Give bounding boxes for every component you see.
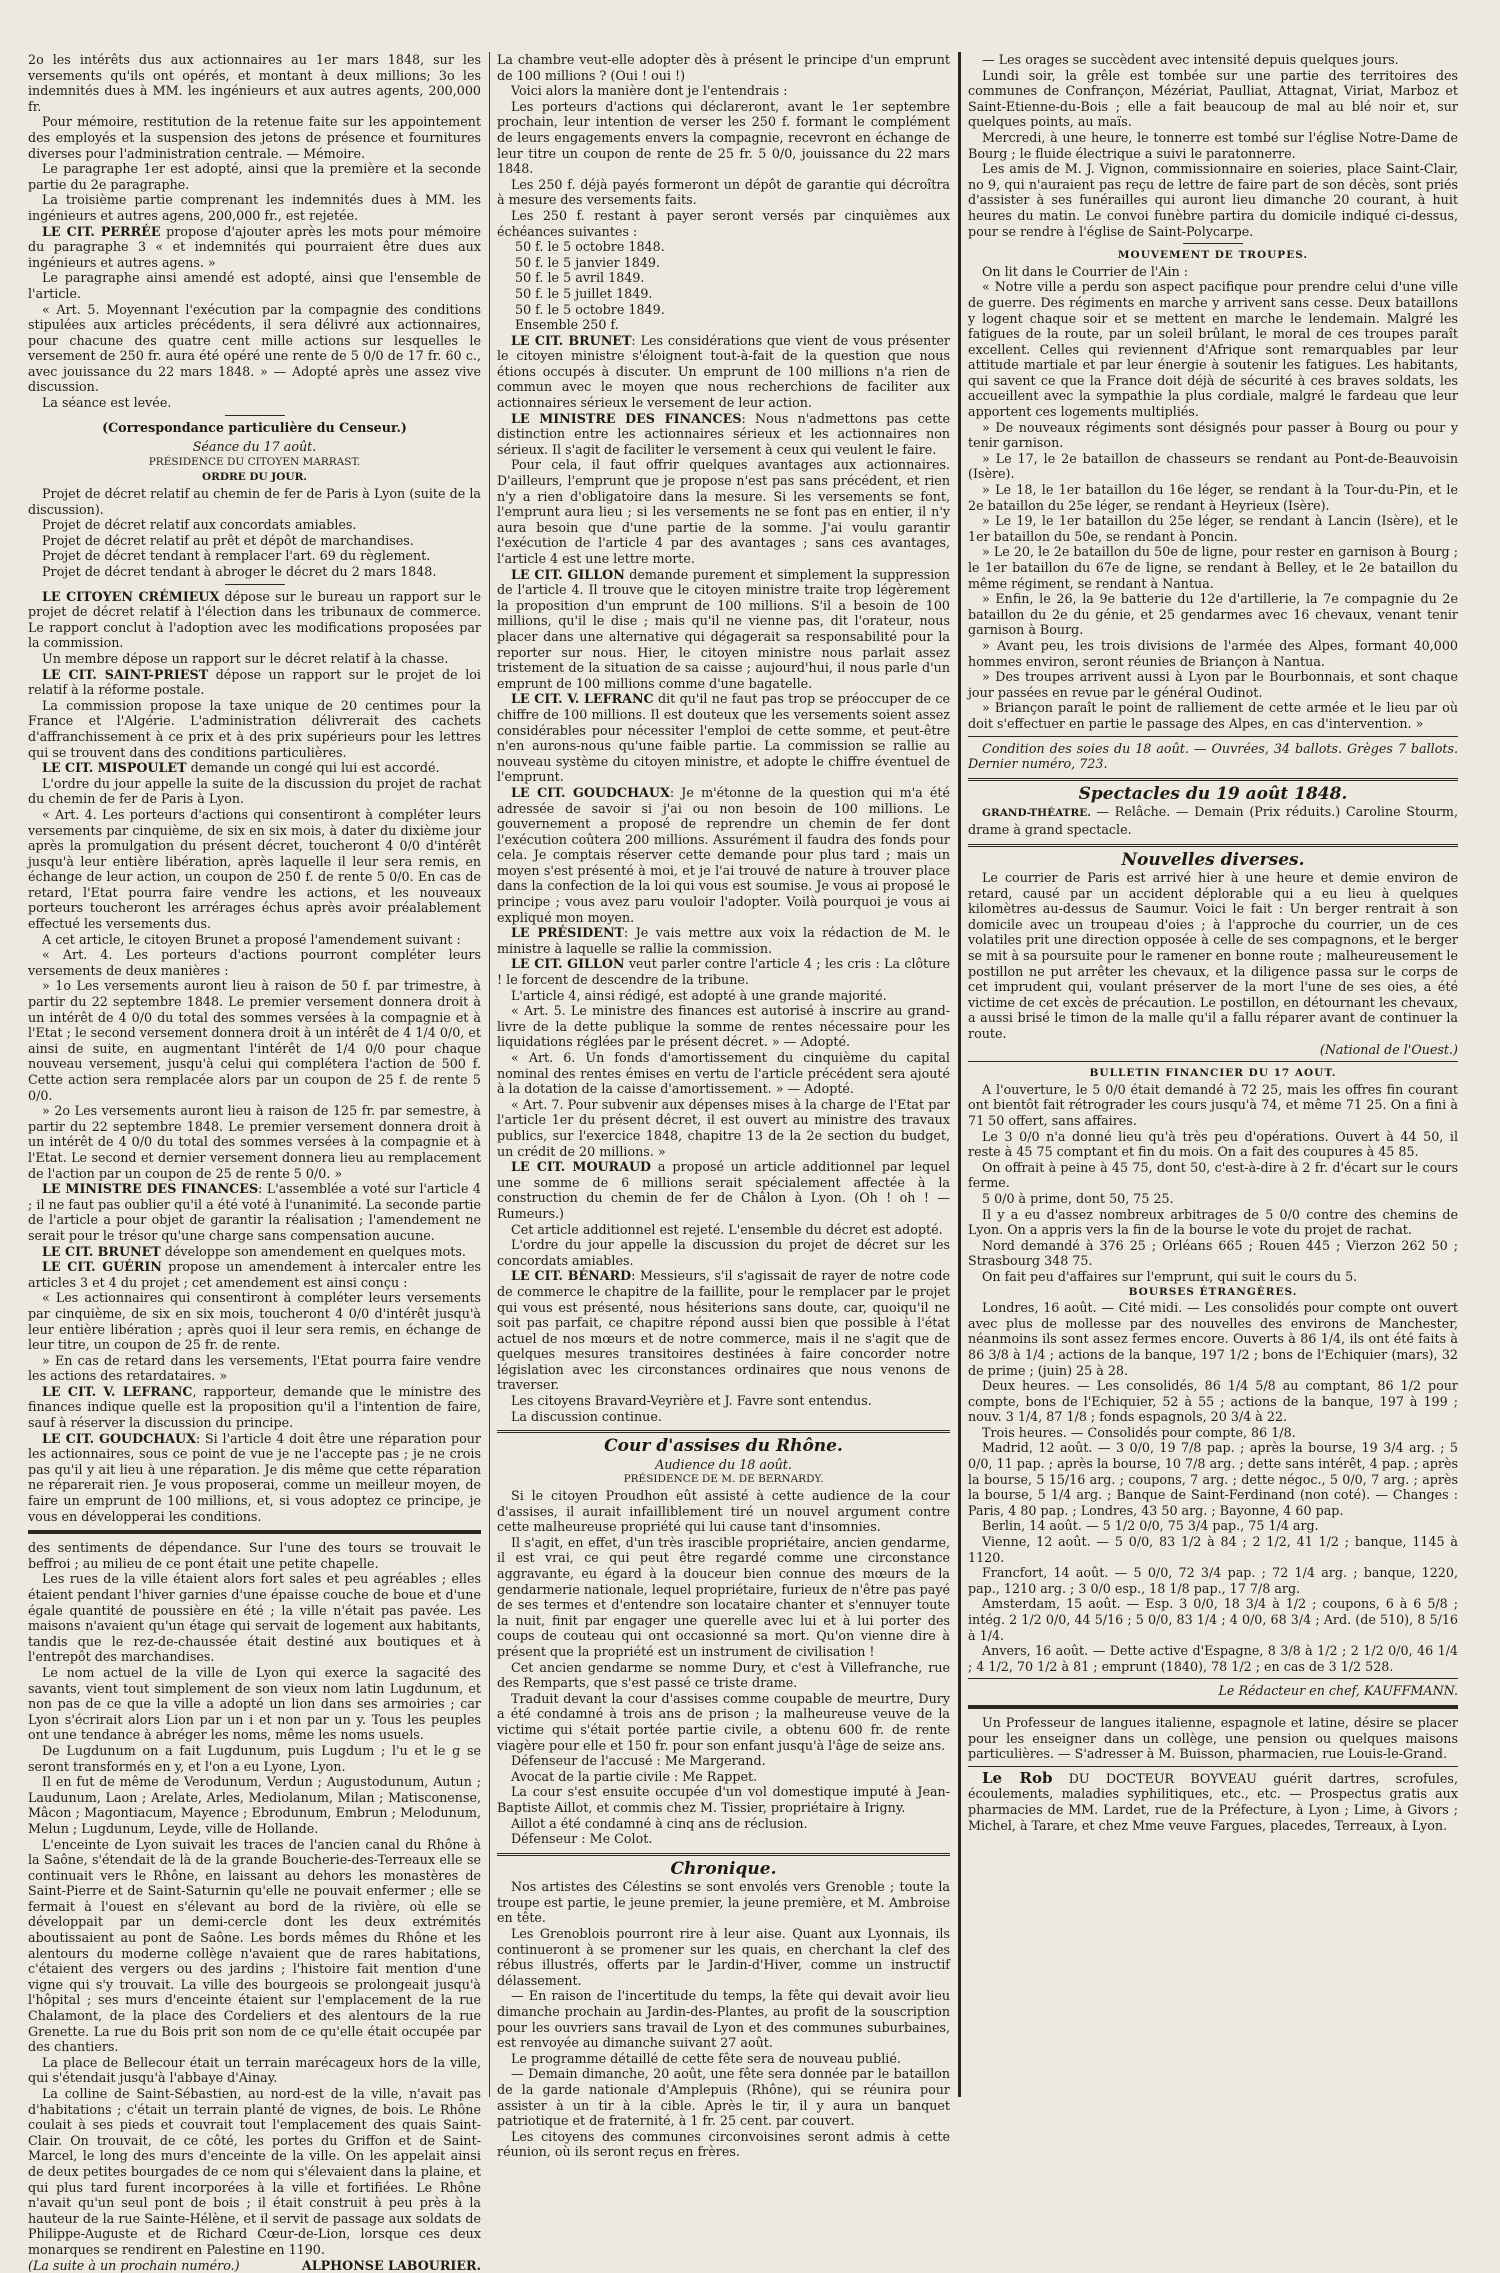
paragraph: » Briançon paraît le point de ralliement de cette armée et le lieu par où doit s'effectuer en partie le passage des Alpes, en cas d'intervention. »: [968, 700, 1458, 731]
speech: propose d'ajouter après les mots pour mémoire du paragraphe 3 « et indemnités qui pourraient être dues aux ingénieurs et autres agens. »: [28, 223, 481, 270]
column-rule: [489, 52, 490, 2097]
speech: dépose un rapport sur le projet de loi relatif à la réforme postale.: [28, 666, 481, 698]
schedule-item: 50 f. le 5 octobre 1849.: [515, 301, 665, 317]
speech: : Nous n'admettons pas cette distinction entre les actionnaires sérieux et les actionnaires non sérieux. Il s'agit de faciliter le versement à ceux qui veulent le faire.: [497, 410, 951, 457]
paragraph: Les citoyens des communes circonvoisines seront admis à cette réunion, où ils seront reçus en frères.: [497, 2128, 950, 2160]
section-divider: [968, 844, 1458, 847]
paragraph: « Art. 4. Les porteurs d'actions qui consentiront à compléter leurs versements par cinquième, de six en six mois, à dater du dixième jour après la promulgation du présent décret, toucheront 4 0/0 d'intérêt jusqu'à leur entière libération, après laquelle il leur sera remis, en échange de leur action, un coupon de 250 f. de rente 5 0/0. En cas de retard, l'Etat pourra faire vendre les actions, et les nouveaux porteurs toucheront les arrérages échus après avoir préalablement effectué les versements dus.: [28, 806, 481, 932]
paragraph: Le 3 0/0 n'a donné lieu qu'à très peu d'opérations. Ouvert à 44 50, il reste à 45 75 comptant et fin du mois. On a fait des coupures à 45 85.: [968, 1128, 1458, 1160]
paragraph: [497, 411, 950, 458]
divider: [225, 584, 285, 585]
paragraph: Berlin, 14 août. — 5 1/2 0/0, 75 3/4 pap., 75 1/4 arg.: [982, 1518, 1319, 1534]
speech: demande un congé qui lui est accordé.: [190, 760, 440, 776]
order-of-day: ORDRE DU JOUR.: [202, 471, 307, 484]
paragraph: Pour cela, il faut offrir quelques avantages aux actionnaires. D'ailleurs, l'emprunt que je propose n'est pas sans précédent, et rien n'y a rien d'obligatoire dans la mesure. Si les versements se font, l'emprunt aura lieu ; si les versements ne se font pas en entier, il n'y aura besoin que d'une partie de la somme. J'ai voulu garantir l'exécution de l'article 4 par des avantages ; sans ces avantages, l'article 4 est une lettre morte.: [497, 457, 950, 566]
section-divider: [968, 778, 1458, 781]
schedule-item: 50 f. le 5 janvier 1849.: [515, 254, 661, 270]
paragraph: La cour s'est ensuite occupée d'un vol domestique imputé à Jean-Baptiste Aillot, et commis chez M. Tissier, propriétaire à Irigny.: [497, 1784, 950, 1815]
paragraph: 2o les intérêts dus aux actionnaires au 1er mars 1848, sur les versements qu'ils ont opérés, et montant à deux millions; 3o les indemnités dues à MM. les ingénieurs et aux autres agents, 200,000 fr.: [28, 52, 481, 114]
paragraph: — Demain dimanche, 20 août, une fête sera donnée par le bataillon de la garde nationale d'Amplepuis (Rhône), qui se réunira pour assister à un tir à la cible. Après le tir, il y aura un banquet patriotique et de fraternité, à 1 fr. 25 cent. par couvert.: [497, 2066, 950, 2129]
paragraph: Défenseur de l'accusé : Me Margerand.: [511, 1753, 766, 1769]
speaker: LE PRÉSIDENT: [511, 925, 624, 941]
section-title-chronique: Chronique.: [670, 1858, 777, 1879]
paragraph: Francfort, 14 août. — 5 0/0, 72 3/4 pap. ; 72 1/4 arg. ; banque, 1220, pap., 1210 arg. ; 3 0/0 esp., 18 1/8 pap., 17 7/8 arg.: [968, 1565, 1458, 1596]
speaker: LE CIT. SAINT-PRIEST: [42, 666, 209, 682]
paragraph: Les citoyens Bravard-Veyrière et J. Favre sont entendus.: [511, 1393, 872, 1409]
speaker: LE CIT. GILLON: [511, 956, 625, 972]
column-1: [28, 52, 481, 2273]
speaker: LE CIT. GOUDCHAUX: [511, 784, 670, 800]
paragraph: » Des troupes arrivent aussi à Lyon par le Bourbonnais, et sont chaque jour passées en revue par le général Oudinot.: [968, 669, 1458, 700]
speaker: LE CIT. GILLON: [511, 566, 625, 582]
paragraph: [497, 567, 950, 692]
speech: : L'assemblée a voté sur l'article 4 ; il ne faut pas oublier qu'il a été voté à l'unanimité. La seconde partie de l'article a pour objet de garantir la réalisation ; l'amendement ne serait pour le trésor qu'une charge sans compensation aucune.: [28, 1181, 481, 1243]
speech: développe son amendement en quelques mots.: [164, 1243, 466, 1259]
paragraph: Les Grenoblois pourront rire à leur aise. Quant aux Lyonnais, ils continueront à se promener sur les quais, en cherchant la clef des rébus illustrés, offerts par le Jardin-d'Hiver, comme un instructif délassement.: [497, 1926, 950, 1988]
presidency: PRÉSIDENCE DU CITOYEN MARRAST.: [148, 455, 361, 468]
speaker: LE CIT. PERRÉE: [42, 223, 161, 239]
paragraph: [968, 804, 1458, 837]
paragraph: [497, 1268, 950, 1393]
paragraph: On fait peu d'affaires sur l'emprunt, qui suit le cours du 5.: [982, 1268, 1358, 1284]
paragraph: Si le citoyen Proudhon eût assisté à cette audience de la cour d'assises, il aurait infailliblement tiré un nouvel argument contre cette malheureuse propriété qui lui cause tant d'insomnies.: [497, 1488, 950, 1535]
paragraph: La chambre veut-elle adopter dès à présent le principe d'un emprunt de 100 millions ? (Oui ! oui !): [497, 52, 950, 83]
paragraph: Pour mémoire, restitution de la retenue faite sur les appointement des employés et la suspension des jetons de présence et fournitures diverses pour l'administration centrale. — Mémoire.: [28, 114, 481, 161]
section-title-bulletin: BULLETIN FINANCIER DU 17 AOUT.: [1089, 1067, 1337, 1080]
agenda-item: Projet de décret tendant à abroger le décret du 2 mars 1848.: [42, 564, 437, 579]
speaker: LE CIT. GUÉRIN: [42, 1259, 162, 1275]
paragraph: « Art. 5. Moyennant l'exécution par la compagnie des conditions stipulées aux articles précédents, il sera délivré aux actionnaires, pour chacune des quatre cent mille actions sur lesquelles le versement de 250 fr. aura été opéré une rente de 5 0/0 de 17 fr. 60 c., avec jouissance du 22 mars 1848. » — Adopté après une assez vive discussion.: [28, 301, 481, 395]
paragraph: La séance est levée.: [42, 395, 172, 411]
speaker: LE CIT. BÉNARD: [511, 1268, 632, 1284]
schedule-item: 50 f. le 5 juillet 1849.: [515, 285, 653, 301]
speech: demande purement et simplement la suppression de l'article 4. Il trouve que le citoyen ministre traite trop légèrement la proposition d'un emprunt de 100 millions. S'il a besoin de 100 millions, qu'il le dise ; mais qu'il ne vienne pas, dit l'orateur, nous placer dans une alternative qui dégagerait sa responsabilité pour la reporter sur nous. Hier, le citoyen ministre nous parlait assez tristement de la situation de sa caisse ; aujourd'hui, il nous parle d'un emprunt de 100 millions comme d'une bagatelle.: [497, 566, 950, 691]
paragraph: [28, 589, 481, 651]
author: ALPHONSE LABOURIER.: [301, 2257, 481, 2273]
paragraph: Les amis de M. J. Vignon, commissionnaire en soieries, place Saint-Clair, no 9, qui n'auraient pas reçu de lettre de faire part de son décès, sont priés d'assister à ses funérailles qui auront lieu dimanche 20 courant, à huit heures du matin. Le convoi funèbre partira du domicile indiqué ci-dessus, pour se rendre à l'église de Saint-Polycarpe.: [968, 161, 1458, 239]
paragraph: » Le 18, le 1er bataillon du 16e léger, se rendant à la Tour-du-Pin, et le 2e bataillon du 25e léger, se rendant à Heyrieux (Isère).: [968, 482, 1458, 513]
silk-conditions: Condition des soies du 18 août. — Ouvrées, 34 ballots. Grèges 7 ballots. Dernier numéro, 723.: [968, 740, 1458, 772]
paragraph: Trois heures. — Consolidés pour compte, 86 1/8.: [982, 1424, 1296, 1440]
agenda-item: Projet de décret relatif au prêt et dépôt de marchandises.: [42, 532, 414, 548]
speech: : Je vais mettre aux voix la rédaction de M. le ministre à laquelle se rallie la commission.: [497, 925, 950, 956]
paragraph: Lundi soir, la grêle est tombée sur une partie des territoires des communes de Confrançon, Mézériat, Paulliat, Attagnat, Viriat, Marboz et Saint-Etienne-du-Bois ; elle a fait beaucoup de mal au blé noir et, sur quelques points, au maïs.: [968, 67, 1458, 130]
paragraph: A l'ouverture, le 5 0/0 était demandé à 72 25, mais les offres fin courant ont bientôt fait rétrograder les cours jusqu'à 74, et même 71 25. On a fini à 71 50 offert, sans affaires.: [968, 1081, 1458, 1128]
paragraph: Amsterdam, 15 août. — Esp. 3 0/0, 18 3/4 à 1/2 ; coupons, 6 à 6 5/8 ; intég. 2 1/2 0/0, 44 5/16 ; 5 0/0, 83 1/4 ; 4 0/0, 68 3/4 ; Ard. (de 510), 8 5/16 à 1/4.: [968, 1596, 1458, 1643]
paragraph: [497, 333, 950, 411]
section-title-cour: Cour d'assises du Rhône.: [604, 1436, 843, 1457]
paragraph: » 1o Les versements auront lieu à raison de 50 f. par trimestre, à partir du 22 septembre 1848. Le premier versement donnera droit à un intérêt de 4 0/0 du total des sommes versées à la compagnie et à l'Etat ; le second versement donnera droit à un intérêt de 4 1/4 0/0, et ainsi de suite, en augmentant l'intérêt de 1/4 0/0 pour chaque nouveau versement, jusqu'à celui qui complétera l'action de 500 f. Cette action sera remplacée alors par un coupon de 25 f. de rente 5 0/0.: [28, 978, 481, 1103]
speaker: LE CITOYEN CRÉMIEUX: [42, 588, 220, 604]
paragraph: [28, 667, 481, 698]
paragraph: On lit dans le Courrier de l'Ain :: [982, 263, 1189, 279]
speech: : Les considérations que vient de vous présenter le citoyen ministre s'éloignent tout-à-fait de la question que nous étions occupés à discuter. Un emprunt de 100 millions n'a rien de commun avec le moyen que nous recherchions de faciliter aux actionnaires sérieux le versement de leur action.: [497, 332, 950, 411]
schedule-item: 50 f. le 5 avril 1849.: [515, 270, 645, 286]
paragraph: Nord demandé à 376 25 ; Orléans 665 ; Rouen 445 ; Vierzon 262 50 ; Strasbourg 348 75.: [968, 1237, 1458, 1269]
paragraph: Anvers, 16 août. — Dette active d'Espagne, 8 3/8 à 1/2 ; 2 1/2 0/0, 46 1/4 ; 4 1/2, 70 1/2 à 81 ; emprunt (1840), 78 1/2 ; en cas de 3 1/2 528.: [968, 1643, 1458, 1674]
paragraph: Madrid, 12 août. — 3 0/0, 19 7/8 pap. ; après la bourse, 19 3/4 arg. ; 5 0/0, 11 pap. ; après la bourse, 10 7/8 arg. ; dette sans intérêt, 4 pap. ; après la bourse, 5 15/16 arg. ; coupons, 7 arg. ; dette négoc., 5 0/0, 7 arg. ; après la bourse, 5 1/4 arg. ; Banque de Saint-Ferdinand (non coté). — Changes : Paris, 4 80 pap. ; Londres, 43 50 arg. ; Bayonne, 4 60 pap.: [968, 1440, 1458, 1518]
paragraph: [28, 760, 481, 776]
feuilleton-divider: [28, 1530, 481, 1534]
paragraph: L'article 4, ainsi rédigé, est adopté à une grande majorité.: [511, 987, 887, 1003]
session-date: Séance du 17 août.: [192, 439, 317, 455]
speaker: LE CIT. V. LEFRANC: [511, 691, 654, 707]
feuilleton-paragraph: De Lugdunum on a fait Lugdunum, puis Lugdum ; l'u et le g se seront transformés en y, et l'on a eu Lyone, Lyon.: [28, 1742, 481, 1774]
paragraph: Avocat de la partie civile : Me Rappet.: [511, 1768, 758, 1784]
paragraph: « Art. 5. Le ministre des finances est autorisé à inscrire au grand-livre de la dette publique la somme de rentes nécessaire pour les liquidations réglées par le présent décret. » — Adopté.: [497, 1003, 950, 1050]
speech: veut parler contre l'article 4 ; les cris : La clôture ! le forcent de descendre de la tribune.: [497, 956, 950, 988]
feuilleton-signature: [28, 2258, 481, 2273]
paragraph: L'ordre du jour appelle la suite de la discussion du projet de rachat du chemin de fer de Paris à Lyon.: [28, 775, 481, 807]
feuilleton-paragraph: Il en fut de même de Verodunum, Verdun ; Augustodunum, Autun ; Laudunum, Laon ; Arelate, Arles, Mediolanum, Milan ; Matisconense, Mâcon ; Magontiacum, Mayence ; Ebrodunum, Embrun ; Melodunum, Melun ; Lugdunum, Leyde, ville de Hollande.: [28, 1774, 481, 1836]
schedule-item: 50 f. le 5 octobre 1848.: [515, 239, 665, 255]
paragraph: » En cas de retard dans les versements, l'Etat pourra faire vendre les actions des retardataires. »: [28, 1352, 481, 1384]
paragraph: 5 0/0 à prime, dont 50, 75 25.: [982, 1190, 1174, 1206]
speaker: LE CIT. MOURAUD: [511, 1159, 652, 1175]
paragraph: [28, 1431, 481, 1525]
paragraph: « Art. 4. Les porteurs d'actions pourront compléter leurs versements de deux manières :: [28, 947, 481, 978]
paragraph: « Les actionnaires qui consentiront à compléter leurs versements par cinquième, de six en six mois, toucheront 4 0/0 d'intérêt jusqu'à leur entière libération ; après quoi il leur sera remis, en échange de leur titre, un coupon de 25 fr. de rente.: [28, 1290, 481, 1353]
paragraph: L'ordre du jour appelle la discussion du projet de décret sur les concordats amiables.: [497, 1237, 950, 1268]
speech: : Messieurs, s'il s'agissait de rayer de notre code de commerce le chapitre de la faillite, pour le remplacer par le projet qui vous est présenté, nous hésiterions sans doute, car, quoiqu'il ne soit pas parfait, ce chapitre répond aussi bien que possible à l'état actuel de nos mœurs et de notre commerce, mais il ne s'agit que de quelques mesures transitoires destinées à faire concorder notre législation avec les circonstances ordinaires que nous venons de traverser.: [497, 1268, 950, 1393]
advert-title: Le Rob: [982, 1768, 1053, 1787]
paragraph: [497, 785, 950, 925]
paragraph: [28, 1384, 481, 1431]
paragraph: Défenseur : Me Colot.: [511, 1831, 653, 1847]
divider: [968, 1061, 1458, 1062]
column-2: [497, 52, 951, 2160]
paragraph: Les 250 f. restant à payer seront versés par cinquièmes aux échéances suivantes :: [497, 207, 950, 239]
speaker: LE MINISTRE DES FINANCES: [511, 410, 742, 426]
paragraph: [497, 956, 950, 987]
section-title-troupes: MOUVEMENT DE TROUPES.: [1117, 249, 1309, 262]
speech: : Je m'étonne de la question qui m'a été adressée de savoir si j'ai ou non besoin de 100 millions. Le gouvernement a proposé de reprendre un chemin de fer dont l'exécution coûtera 200 millions. Assurément il faudra des fonds pour cela. Je comptais réserver cette demande pour plus tard ; mais un moyen s'est présenté à moi, et je l'ai trouvé de nature à trouver place dans la confection de la loi qui vous est soumise. Je vous ai proposé le principe ; vous avez paru vouloir l'adopter. Voilà pourquoi je vous ai expliqué mon moyen.: [497, 784, 950, 925]
section-title-spectacles: Spectacles du 19 août 1848.: [1078, 783, 1348, 804]
paragraph: » Le 17, le 2e bataillon de chasseurs se rendant au Pont-de-Beauvoisin (Isère).: [968, 450, 1458, 482]
paragraph: « Notre ville a perdu son aspect pacifique pour prendre celui d'une ville de guerre. Des régiments en marche y arrivent sans cesse. Deux bataillons y logent chaque soir et se mettent en marche le lendemain. Malgré les fatigues de la route, par un soleil brûlant, le moral de ces troupes paraît excellent. Celles qui reviennent d'Afrique sont remarquables par leur attitude martiale et par leur énergie à soutenir les fatigues. Les habitants, qui savent ce que la France doit déjà de sécurité à ces braves soldats, les accueillent avec la sympathie la plus cordiale, malgré le fardeau que leur apportent ces logements multipliés.: [968, 279, 1458, 420]
paragraph: Cet article additionnel est rejeté. L'ensemble du décret est adopté.: [511, 1221, 943, 1237]
advertisement: Un Professeur de langues italienne, espagnole et latine, désire se placer pour les enseigner dans un collège, une pension ou quelques maisons particulières. — S'adresser à M. Buisson, pharmacien, rue Louis-le-Grand.: [968, 1714, 1458, 1762]
feuilleton-paragraph: des sentiments de dépendance. Sur l'une des tours se trouvait le beffroi ; au milieu de ce pont était une petite chapelle.: [28, 1540, 481, 1571]
news-source: (National de l'Ouest.): [1319, 1041, 1458, 1057]
paragraph: Londres, 16 août. — Cité midi. — Les consolidés pour compte ont ouvert avec plus de mollesse par des nouvelles des environs de Manchester, néanmoins ils sont assez fermes encore. Ouverts à 86 1/4, ils ont été faits à 86 3/8 à 1/4 ; actions de la banque, 197 1/2 ; bons de l'Echiquier (mars), 32 de prime ; (juin) 25 à 28.: [968, 1300, 1458, 1378]
theatre-name: GRAND-THÉATRE.: [982, 807, 1091, 820]
feuilleton-paragraph: La place de Bellecour était un terrain marécageux hors de la ville, qui s'étendait jusqu'à l'abbaye d'Ainay.: [28, 2054, 481, 2086]
paragraph: Mercredi, à une heure, le tonnerre est tombé sur l'église Notre-Dame de Bourg ; le fluide électrique a suivi le paratonnerre.: [968, 129, 1458, 161]
speaker: LE CIT. GOUDCHAUX: [42, 1430, 196, 1446]
advert-divider: [968, 1705, 1458, 1709]
paragraph: Cet ancien gendarme se nomme Dury, et c'est à Villefranche, rue des Remparts, que s'est passé ce triste drame.: [497, 1659, 950, 1691]
divider: [1183, 243, 1243, 244]
speaker: LE CIT. BRUNET: [511, 332, 632, 348]
paragraph: » Le 20, le 2e bataillon du 50e de ligne, pour rester en garnison à Bourg ; le 1er bataillon du 67e de ligne, se rendant à Belley, et le 2e bataillon du même régiment, se rendant à Nantua.: [968, 544, 1458, 591]
paragraph: La troisième partie comprenant les indemnités dues à MM. les ingénieurs et autres agens, 200,000 fr., est rejetée.: [28, 192, 481, 223]
paragraph: [28, 1244, 481, 1260]
paragraph: » 2o Les versements auront lieu à raison de 125 fr. par semestre, à partir du 22 septembre 1848. Le premier versement donnera droit à un intérêt de 4 0/0 du total des sommes versées à la compagnie et à l'Etat. Le second et dernier versement donnera lieu au remplacement de l'action par un coupon de 25 de rente 5 0/0. »: [28, 1103, 481, 1181]
agenda-item: Projet de décret tendant à remplacer l'art. 69 du règlement.: [42, 548, 431, 564]
paragraph: « Art. 6. Un fonds d'amortissement du cinquième du capital nominal des rentes émises en vertu de l'article précédent sera ajouté à la dotation de la caisse d'amortissement. » — Adopté.: [497, 1050, 950, 1097]
feuilleton-paragraph: La colline de Saint-Sébastien, au nord-est de la ville, n'avait pas d'habitations ; c'était un terrain planté de vignes, de bois. Le Rhône coulait à ses pieds et couvrait tout l'emplacement des quais Saint-Clair. On trouvait, de ce côté, les portes du Griffon et de Saint-Marcel, le long des murs d'enceinte de la ville. On les appelait ainsi de deux petites bourgades de ce nom qui s'élevaient dans la plaine, et qui plus tard furent incorporées à la ville et fortifiées. Le Rhône n'avait qu'un seul pont de bois ; il était construit à peu près à la hauteur de la rue Sainte-Hélène, et il servit de passage aux soldats de Philippe-Auguste et de Richard Cœur-de-Lion, lorsque ces deux monarques se rendirent en Palestine en 1190.: [28, 2086, 481, 2257]
editor-signature: Le Rédacteur en chef, KAUFFMANN.: [1218, 1683, 1458, 1699]
paragraph: [28, 1181, 481, 1243]
feuilleton-paragraph: L'enceinte de Lyon suivait les traces de l'ancien canal du Rhône à la Saône, s'étendait de là de la grande Boucherie-des-Terreaux elle se continuait vers le Rhône, en laissant au dehors les monastères de Saint-Pierre et de Saint-Saturnin qu'elle ne pouvait enfermer ; elle se fermait à l'ouest en s'élevant au bord de la rivière, où elle se développait par un demi-cercle dont les deux extrémités aboutissaient au pont de Saône. Les bords mêmes du Rhône et les alentours du moderne collège n'avaient que de rares habitations, c'étaient des vergers ou des jardins ; l'histoire fait mention d'une vigne qui s'y trouvait. La ville des bourgeois se prolongeait jusqu'à l'hôpital ; ses murs d'enceinte étaient sur l'emplacement de la rue Chalamont, de la place des Cordeliers et des alentours de la rue Grenette. La rue du Bois prit son nom de ce qu'elle était occupée par des chantiers.: [28, 1836, 481, 2055]
section-title-nouvelles: Nouvelles diverses.: [1121, 849, 1305, 870]
paragraph: » Le 19, le 1er bataillon du 25e léger, se rendant à Lancin (Isère), et le 1er bataillon du 50e, se rendant à Poncin.: [968, 513, 1458, 544]
section-divider: [497, 1430, 950, 1433]
paragraph: Le paragraphe ainsi amendé est adopté, ainsi que l'ensemble de l'article.: [28, 270, 481, 301]
to-be-continued: (La suite à un prochain numéro.): [28, 2257, 240, 2273]
speaker: LE CIT. BRUNET: [42, 1243, 161, 1259]
paragraph: Deux heures. — Les consolidés, 86 1/4 5/8 au comptant, 86 1/2 pour compte, bons de l'Echiquier, 52 à 55 ; actions de la banque, 197 à 199 ; nouv. 3 1/4, 87 1/8 ; fonds espagnols, 20 3/4 à 22.: [968, 1378, 1458, 1425]
agenda-item: Projet de décret relatif au chemin de fer de Paris à Lyon (suite de la discussion).: [28, 486, 481, 517]
feuilleton-paragraph: Le nom actuel de la ville de Lyon qui exerce la sagacité des savants, vient tout simplement de son vieux nom latin Lugdunum, et non pas de ce que la ville a adopté un lion dans ses armoiries ; car Lyon s'écrirait alors Lion par un i et non par un y. Tous les peuples ont une tendance à abréger les noms, même les noms usuels.: [28, 1664, 481, 1743]
speech: , rapporteur, demande que le ministre des finances indique quelle est la proposition qu'il a l'intention de faire, sauf à réserver la discussion du principe.: [28, 1383, 481, 1431]
speech: a proposé un article additionnel par lequel une somme de 6 millions serait spécialement affectée à la construction du chemin de fer de Châlon à Lyon. (Oh ! oh ! — Rumeurs.): [497, 1159, 950, 1221]
paragraph: — Les orages se succèdent avec intensité depuis quelques jours.: [982, 52, 1399, 67]
feuilleton-paragraph: Les rues de la ville étaient alors fort sales et peu agréables ; elles étaient pendant l'hiver garnies d'une épaisse couche de boue et d'une égale quantité de poussière en été ; la ville n'était pas pavée. Les maisons n'avaient qu'un étage qui servait de logement aux habitants, tandis que le rez-de-chaussée était destiné aux boutiques et à l'entrepôt des marchandises.: [28, 1571, 481, 1665]
paragraph: [497, 691, 950, 785]
paragraph: « Art. 7. Pour subvenir aux dépenses mises à la charge de l'Etat par l'article 1er du présent décret, il est ouvert au ministre des travaux publics, sur l'exercice 1848, chapitre 13 de la 2e section du budget, un crédit de 20 millions. »: [497, 1096, 950, 1159]
section-title-bourses: BOURSES ÉTRANGÈRES.: [1128, 1285, 1298, 1298]
paragraph: Il s'agit, en effet, d'un très irascible propriétaire, ancien gendarme, il est vrai, ce qui peut être regardé comme une circonstance aggravante, eu égard à la douceur bien connue des mœurs de la gendarmerie nationale, lequel propriétaire, furieux de n'être pas payé de ses termes et d'entendre son locataire chanter et s'ennuyer toute la nuit, finit par engager une querelle avec lui et à lui porter des coups de couteau qui ont occasionné sa mort. Qu'on vienne dire à présent que la propriété est un instrument de civilisation !: [497, 1534, 950, 1659]
advertisement: [968, 1768, 1458, 1833]
speech: dit qu'il ne faut pas trop se préoccuper de ce chiffre de 100 millions. Il est douteux que les versements soient assez considérables pour nécessiter l'emploi de cette somme, et peut-être n'en aurons-nous qu'une faible partie. La commission se rallie au nouveau système du citoyen ministre, et adopte le chiffre éventuel de l'emprunt.: [497, 691, 950, 785]
presidency: PRÉSIDENCE DE M. DE BERNARDY.: [623, 1473, 824, 1486]
paragraph: » Enfin, le 26, la 9e batterie du 12e d'artillerie, la 7e compagnie du 2e bataillon du 2e du génie, et 25 gendarmes avec 16 chevaux, venant tenir garnison à Bourg.: [968, 591, 1458, 638]
paragraph: [28, 224, 481, 271]
paragraph: Vienne, 12 août. — 5 0/0, 83 1/2 à 84 ; 2 1/2, 41 1/2 ; banque, 1145 à 1120.: [968, 1534, 1458, 1565]
paragraph: Le programme détaillé de cette fête sera de nouveau publié.: [511, 2050, 901, 2066]
paragraph: On offrait à peine à 45 75, dont 50, c'est-à-dire à 2 fr. d'écart sur le cours ferme.: [968, 1159, 1458, 1191]
speech: : Si l'article 4 doit être une réparation pour les actionnaires, sous ce point de vue je ne l'accepte pas ; je ne crois pas qu'il y ait lieu à une réparation. Je dis même que cette réparation ne réparerait rien. Je vous proposerai, comme un meilleur moyen, de faire un emprunt de 100 millions, et, si vous adoptez ce principe, je vous en développerai les conditions.: [28, 1430, 481, 1524]
advert-body: DU DOCTEUR BOYVEAU guérit dartres, scrofules, écoulements, maladies syphilitiques, etc., etc. — Prospectus gratis aux pharmacies de MM. Lardet, rue de la Préfecture, à Lyon ; Lime, à Givors ; Michel, à Tarare, et chez Mme veuve Fargues, placedes, Terreaux, à Lyon.: [968, 1770, 1458, 1833]
paragraph: A cet article, le citoyen Brunet a proposé l'amendement suivant :: [42, 931, 461, 947]
speech: propose un amendement à intercaler entre les articles 3 et 4 du projet ; cet amendement est ainsi conçu :: [28, 1259, 481, 1290]
divider: [968, 1678, 1458, 1679]
paragraph: Les 250 f. déjà payés formeront un dépôt de garantie qui décroîtra à mesure des versements faits.: [497, 176, 950, 208]
paragraph: » Avant peu, les trois divisions de l'armée des Alpes, formant 40,000 hommes environ, seront réunies de Briançon à Nantua.: [968, 637, 1458, 669]
paragraph: Il y a eu d'assez nombreux arbitrages de 5 0/0 contre des chemins de Lyon. On a appris vers la fin de la bourse le vote du projet de rachat.: [968, 1206, 1458, 1238]
audience-date: Audience du 18 août.: [655, 1456, 792, 1472]
speaker: LE MINISTRE DES FINANCES: [42, 1181, 259, 1197]
paragraph: Voici alors la manière dont je l'entendrais :: [511, 83, 788, 99]
speech: dépose sur le bureau un rapport sur le projet de décret relatif à l'élection dans les tribunaux de commerce. Le rapport conclut à l'adoption avec les modifications proposées par la commission.: [28, 588, 481, 651]
paragraph: Aillot a été condamné à cinq ans de réclusion.: [511, 1815, 808, 1831]
speaker: LE CIT. V. LEFRANC: [42, 1383, 193, 1399]
divider: [968, 1766, 1458, 1767]
paragraph: Traduit devant la cour d'assises comme coupable de meurtre, Dury a été condamné à trois ans de prison ; la malheureuse veuve de la victime qui s'était portée partie civile, a obtenu 600 fr. de rente viagère pour elle et 150 fr. pour son enfant jusqu'à l'âge de seize ans.: [497, 1690, 950, 1753]
column-3: [968, 52, 1458, 2097]
paragraph: Nos artistes des Célestins se sont envolés vers Grenoble ; toute la troupe est partie, le jeune premier, la jeune première, et M. Ambroise en tête.: [497, 1879, 950, 1926]
paragraph: Le paragraphe 1er est adopté, ainsi que la première et la seconde partie du 2e paragraphe.: [28, 161, 481, 192]
payment-schedule: [497, 239, 950, 333]
speaker: LE CIT. MISPOULET: [42, 760, 187, 776]
section-divider: [497, 1853, 950, 1856]
paragraph: » De nouveaux régiments sont désignés pour passer à Bourg ou pour y tenir garnison.: [968, 419, 1458, 451]
paragraph: [497, 925, 950, 956]
paragraph: La discussion continue.: [511, 1408, 662, 1424]
paragraph: — En raison de l'incertitude du temps, la fête qui devait avoir lieu dimanche prochain au Jardin-des-Plantes, au profit de la souscription pour les ouvriers sans travail de Lyon et des communes suburbaines, est renvoyée au dimanche suivant 27 août.: [497, 1988, 950, 2051]
paragraph: Le courrier de Paris est arrivé hier à une heure et demie environ de retard, causé par un accident déplorable qui a eu lieu à quelques kilomètres au-dessus de Saumur. Voici le fait : Un berger rentrait à son domicile avec un troupeau d'oies ; à l'approche du courrier, un de ces volatiles prit une direction opposée à celle de ses compagnons, et le berger se mit à sa poursuite pour le ramener en bonne route ; malheureusement le postillon ne put arrêter les chevaux, et la diligence passa sur le corps de cet imprudent qui, voulant préserver de la mort l'une de ses oies, a été victime de cet excès de précaution. Le postillon, en détournant les chevaux, a aussi brisé le timon de la malle qu'il a fallu réparer avant de continuer la route.: [968, 870, 1458, 1042]
correspondence-heading: (Correspondance particulière du Censeur.): [102, 419, 407, 435]
theatre-program: — Relâche. — Demain (Prix réduits.) Caroline Stourm, drame à grand spectacle.: [968, 804, 1458, 837]
paragraph: Les porteurs d'actions qui déclareront, avant le 1er septembre prochain, leur intention de verser les 250 f. formant le complément de leurs engagements envers la compagnie, recevront en échange de leur titre un coupon de rente de 25 fr. 5 0/0, jouissance du 22 mars 1848.: [497, 98, 950, 177]
paragraph: [497, 1159, 950, 1221]
paragraph: [28, 1259, 481, 1290]
agenda-item: Projet de décret relatif aux concordats amiables.: [42, 517, 357, 533]
paragraph: Un membre dépose un rapport sur le décret relatif à la chasse.: [42, 650, 449, 666]
divider: [225, 415, 285, 416]
column-rule: [958, 52, 961, 2097]
paragraph: La commission propose la taxe unique de 20 centimes pour la France et l'Algérie. L'administration délivrerait des cachets d'affranchissement à ce prix et à des prix supérieurs pour les lettres qui se trouvent dans des conditions particulières.: [28, 697, 481, 760]
schedule-total: Ensemble 250 f.: [515, 317, 619, 333]
divider: [968, 736, 1458, 737]
